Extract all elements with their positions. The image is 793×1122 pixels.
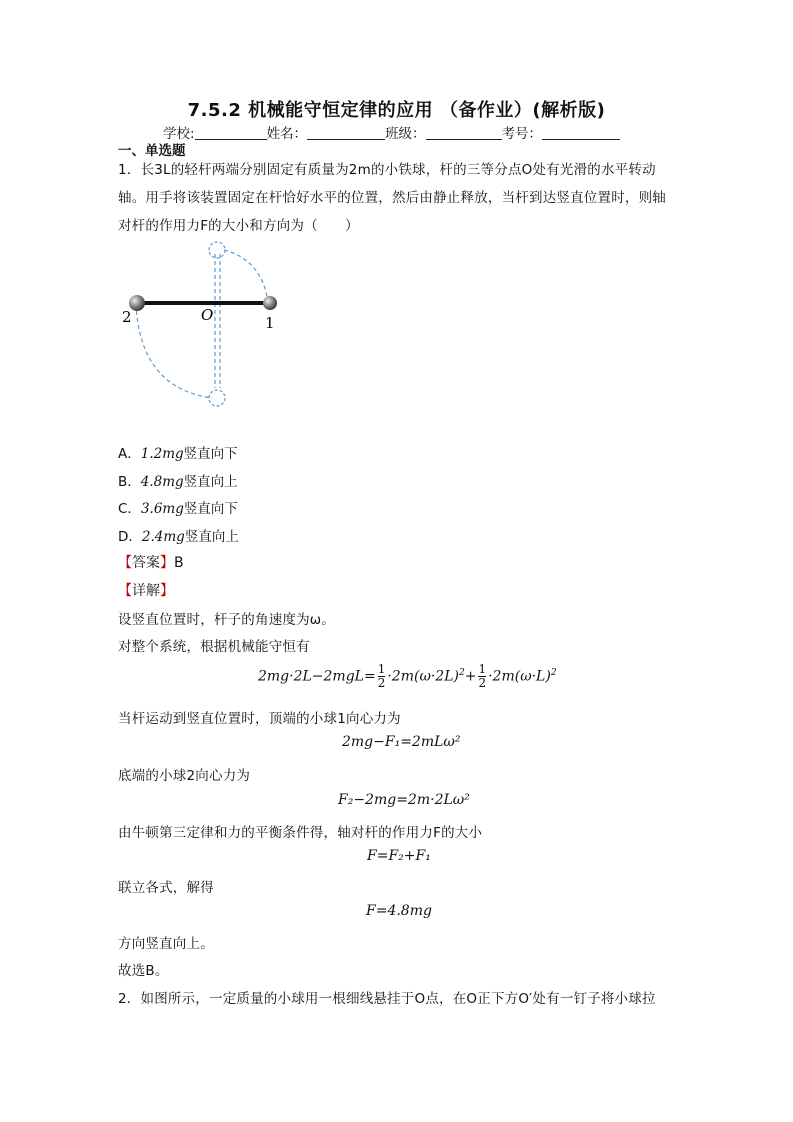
equation-force-sum: F=F₂+F₁ — [367, 848, 431, 864]
exam-blank[interactable] — [542, 126, 620, 140]
detail-line-3: 当杆运动到竖直位置时，顶端的小球1向心力为 — [118, 711, 401, 727]
answer-label: 【答案】 — [118, 555, 174, 571]
school-blank[interactable] — [195, 126, 267, 140]
detail-line-7: 方向竖直向上。 — [118, 936, 214, 952]
detail-line-8: 故选B。 — [118, 963, 169, 979]
detail-label: 【详解】 — [118, 583, 174, 599]
class-blank[interactable] — [426, 126, 502, 140]
option-c[interactable]: C．3.6mg竖直向下 — [118, 501, 238, 517]
page-title: 7.5.2 机械能守恒定律的应用 （备作业）(解析版) — [187, 100, 606, 121]
ball-bottom-dashed-circle — [209, 390, 225, 406]
question-2-line-1: 2．如图所示，一定质量的小球用一根细线悬挂于O点，在O正下方O′处有一钉子将小球拉 — [118, 991, 656, 1007]
label-pivot-o: O — [201, 306, 214, 324]
class-label: 班级： — [385, 126, 426, 142]
name-blank[interactable] — [307, 126, 385, 140]
detail-line-2: 对整个系统，根据机械能守恒有 — [118, 639, 310, 655]
option-d[interactable]: D．2.4mg竖直向上 — [118, 529, 239, 545]
ball-top-dashed-circle — [209, 242, 225, 258]
label-ball-1: 1 — [265, 314, 275, 332]
question-1-line-3: 对杆的作用力F的大小和方向为（ ） — [118, 218, 359, 234]
option-a[interactable]: A．1.2mg竖直向下 — [118, 446, 238, 462]
detail-line-5: 由牛顿第三定律和力的平衡条件得，轴对杆的作用力F的大小 — [118, 825, 483, 841]
school-label: 学校: — [163, 126, 195, 142]
equation-result: F=4.8mg — [366, 903, 432, 919]
rotating-rod-figure — [112, 240, 292, 410]
detail-line-6: 联立各式，解得 — [118, 880, 214, 896]
equation-ball-2: F₂−2mg=2m·2Lω² — [338, 792, 470, 808]
answer-value: B — [174, 555, 184, 571]
label-ball-2: 2 — [122, 308, 132, 326]
detail-line-1: 设竖直位置时，杆子的角速度为ω。 — [118, 612, 336, 628]
student-info-line — [163, 122, 620, 142]
exam-label: 考号： — [501, 126, 543, 142]
detail-line-4: 底端的小球2向心力为 — [118, 768, 251, 784]
question-1-line-2: 轴。用手将该装置固定在杆恰好水平的位置，然后由静止释放，当杆到达竖直位置时，则轴 — [118, 190, 666, 206]
name-label: 姓名： — [266, 126, 308, 142]
equation-energy-conservation: 2mg·2L−2mgL= $\frac{1}{2}$ $\cdot 2m(\omega\cdot 2L)^2+$ $\frac{1}{2}$ $\cdot 2m(\omega\cdot L)^2$ — [258, 662, 557, 690]
option-b[interactable]: B．4.8mg竖直向上 — [118, 474, 238, 490]
ball-1 — [263, 296, 277, 310]
section-heading: 一、单选题 — [118, 143, 186, 159]
arc-ball-1-path — [224, 250, 268, 302]
answer-line — [118, 552, 184, 572]
equation-ball-1: 2mg−F₁=2mLω² — [342, 734, 461, 750]
question-1-line-1: 1．长3L的轻杆两端分别固定有质量为2m的小铁球，杆的三等分点O处有光滑的水平转动 — [118, 162, 656, 178]
